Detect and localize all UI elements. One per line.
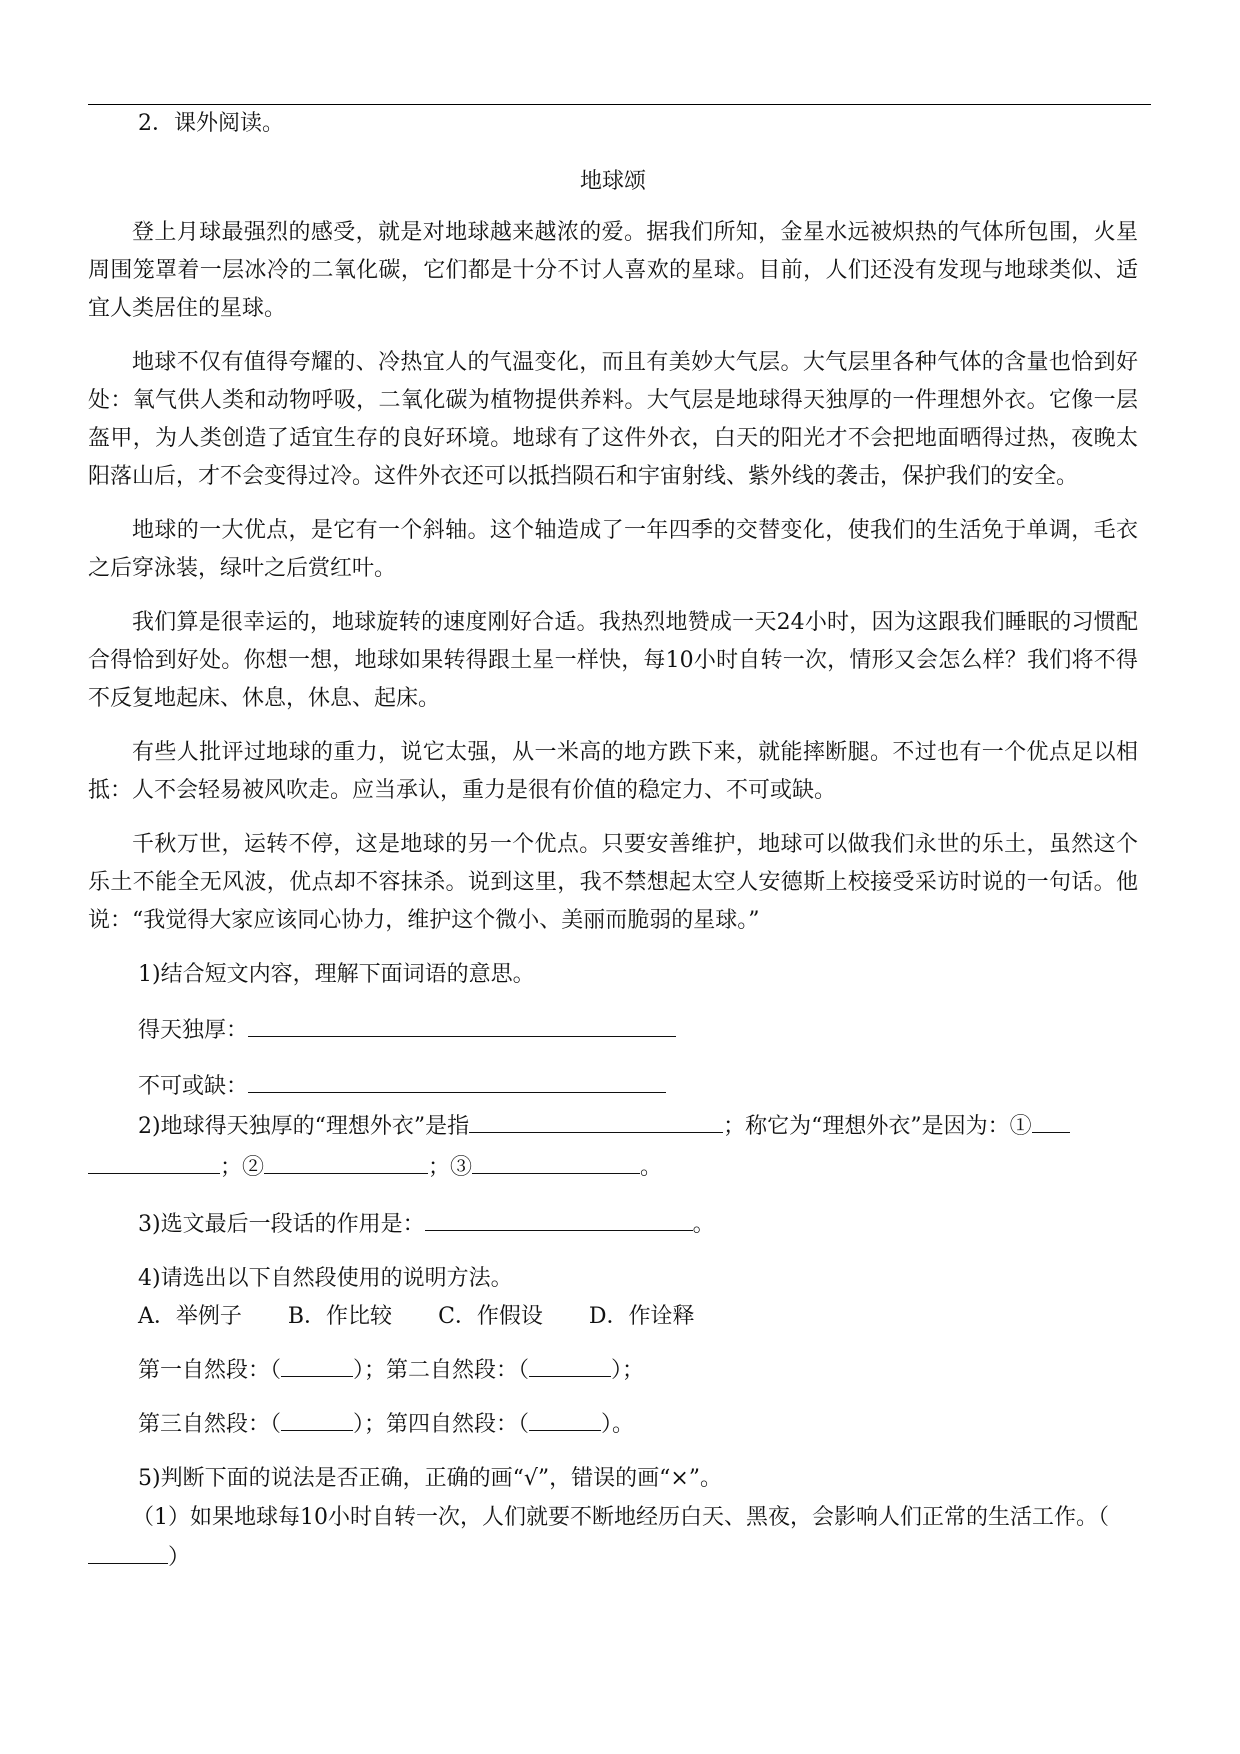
answer-blank[interactable] <box>281 1352 353 1377</box>
answer-blank[interactable] <box>1032 1106 1070 1133</box>
question-3-end: 。 <box>692 1212 715 1237</box>
para-4-end: ）。 <box>601 1412 635 1437</box>
question-2 <box>88 1106 1138 1188</box>
question-3 <box>88 1204 1138 1244</box>
choice-a: A．举例子 <box>138 1304 242 1329</box>
choice-c: C．作假设 <box>438 1304 543 1329</box>
question-1-prompt: 1)结合短文内容，理解下面词语的意思。 <box>138 962 535 987</box>
question-2-text-a: 2)地球得天独厚的“理想外衣”是指 <box>138 1114 470 1139</box>
question-1-item-2-label: 不可或缺： <box>138 1074 249 1099</box>
question-5-item-1 <box>88 1498 1138 1578</box>
answer-blank[interactable] <box>264 1147 428 1174</box>
answer-blank[interactable] <box>88 1539 168 1564</box>
answer-blank[interactable] <box>529 1406 601 1431</box>
para-3-label: 第三自然段：（ <box>138 1412 282 1437</box>
question-4-prompt: 4)请选出以下自然段使用的说明方法。 <box>138 1266 513 1291</box>
para-2-end: ）； <box>611 1358 645 1383</box>
passage-paragraph-6: 千秋万世，运转不停，这是地球的另一个优点。只要安善维护，地球可以做我们永世的乐土，虽然这个乐土不能全无风波，优点却不容抹杀。说到这里，我不禁想起太空人安德斯上校接受采访时说的一句话。他说：“我觉得大家应该同心协力，维护这个微小、美丽而脆弱的星球。” <box>88 832 1138 933</box>
answer-blank[interactable] <box>472 1147 640 1174</box>
answer-blank[interactable] <box>469 1106 723 1133</box>
para-4-label: ）；第四自然段：（ <box>353 1412 530 1437</box>
passage-paragraph-5: 有些人批评过地球的重力，说它太强，从一米高的地方跌下来，就能摔断腿。不过也有一个优点足以相抵：人不会轻易被风吹走。应当承认，重力是很有价值的稳定力、不可或缺。 <box>88 740 1138 803</box>
choice-d: D．作诠释 <box>588 1304 695 1329</box>
answer-blank[interactable] <box>248 1010 676 1037</box>
passage-title: 地球颂 <box>579 169 646 194</box>
question-5-item-1-text: （1）如果地球每10小时自转一次，人们就要不断地经历白天、黑夜，会影响人们正常的生活工作。（ <box>132 1505 1109 1530</box>
question-4-row-2 <box>88 1406 1138 1444</box>
passage-paragraph-3: 地球的一大优点，是它有一个斜轴。这个轴造成了一年四季的交替变化，使我们的生活免于单调，毛衣之后穿泳装，绿叶之后赏红叶。 <box>88 518 1138 581</box>
answer-blank[interactable] <box>281 1406 353 1431</box>
passage-paragraph-1: 登上月球最强烈的感受，就是对地球越来越浓的爱。据我们所知，金星水远被炽热的气体所包围，火星周围笼罩着一层冰冷的二氧化碳，它们都是十分不讨人喜欢的星球。目前，人们还没有发现与地球类似、适宜人类居住的星球。 <box>88 220 1138 321</box>
question-1-item-1 <box>88 1010 1138 1050</box>
question-1-item-1-label: 得天独厚： <box>138 1018 249 1043</box>
question-2-sep-1: ；② <box>220 1155 265 1180</box>
choice-b: B．作比较 <box>287 1304 393 1329</box>
answer-blank[interactable] <box>248 1066 666 1093</box>
answer-blank[interactable] <box>88 1147 220 1174</box>
question-5-prompt: 5)判断下面的说法是否正确，正确的画“√”，错误的画“×”。 <box>138 1466 723 1491</box>
question-2-end: 。 <box>640 1155 663 1180</box>
passage-paragraph-4: 我们算是很幸运的，地球旋转的速度刚好合适。我热烈地赞成一天24小时，因为这跟我们睡眠的习惯配合得恰到好处。你想一想，地球如果转得跟土星一样快，每10小时自转一次，情形又会怎么样？我们将不得不反复地起床、休息，休息、起床。 <box>88 610 1138 711</box>
para-2-label: ）；第二自然段：（ <box>353 1358 530 1383</box>
worksheet <box>88 104 1138 1578</box>
question-4-row-1 <box>88 1352 1138 1390</box>
question-3-text: 3)选文最后一段话的作用是： <box>138 1212 425 1237</box>
question-2-text-b: ；称它为“理想外衣”是因为：① <box>723 1114 1032 1139</box>
question-2-sep-2: ；③ <box>428 1155 473 1180</box>
question-5-item-1-end: ） <box>168 1545 191 1570</box>
answer-blank[interactable] <box>529 1352 611 1377</box>
section-heading: 2．课外阅读。 <box>138 111 284 136</box>
answer-blank[interactable] <box>425 1204 693 1231</box>
question-1-item-2 <box>88 1066 1138 1106</box>
passage-paragraph-2: 地球不仅有值得夸耀的、冷热宜人的气温变化，而且有美妙大气层。大气层里各种气体的含量也恰到好处：氧气供人类和动物呼吸，二氧化碳为植物提供养料。大气层是地球得天独厚的一件理想外衣。它像一层盔甲，为人类创造了适宜生存的良好环境。地球有了这件外衣，白天的阳光才不会把地面晒得过热，夜晚太阳落山后，才不会变得过冷。这件外衣还可以抵挡陨石和宇宙射线、紫外线的袭击，保护我们的安全。 <box>88 350 1138 489</box>
para-1-label: 第一自然段：（ <box>138 1358 282 1383</box>
question-4-choices <box>88 1298 1138 1336</box>
